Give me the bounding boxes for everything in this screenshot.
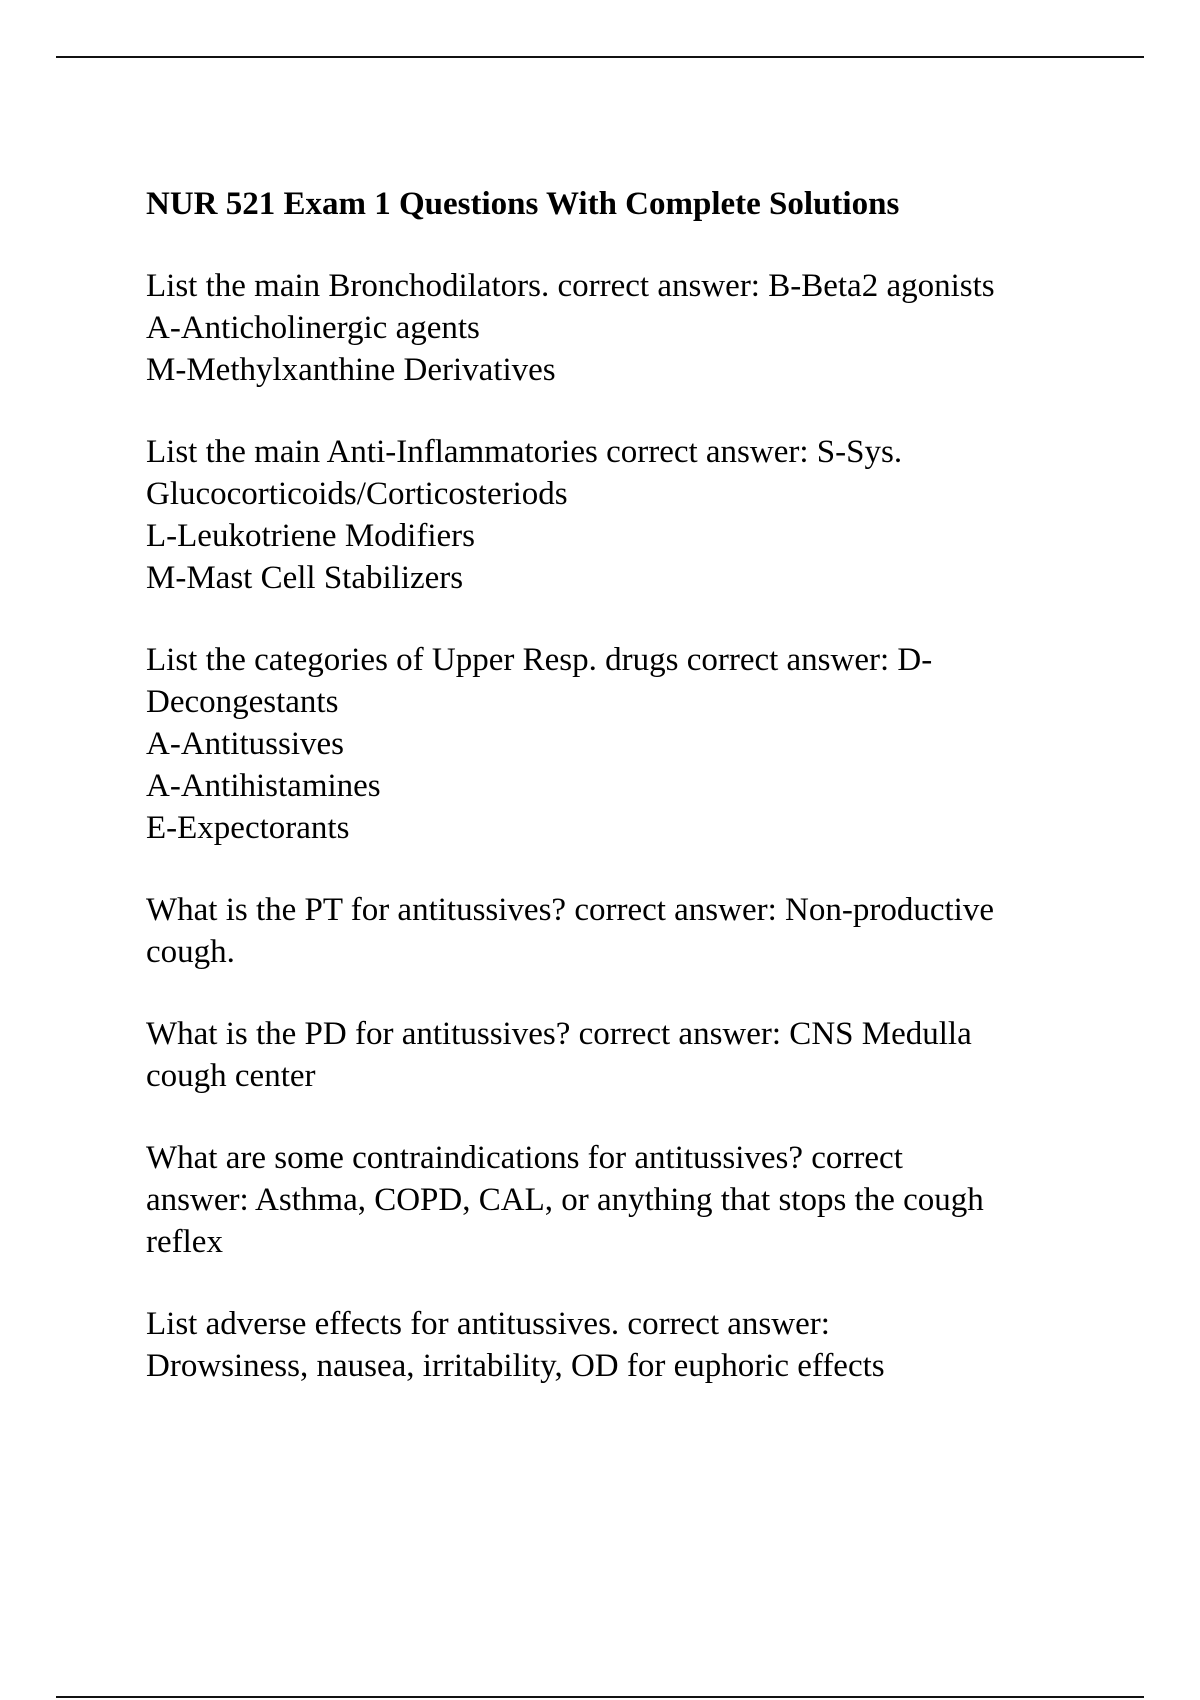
- qa-line: A-Antitussives: [146, 726, 344, 762]
- qa-line: M-Mast Cell Stabilizers: [146, 560, 464, 596]
- qa-line: M-Methylxanthine Derivatives: [146, 352, 556, 388]
- qa-line: A-Anticholinergic agents: [146, 310, 480, 346]
- qa-line: cough.: [146, 934, 235, 970]
- qa-line: List the main Anti-Inflammatories correct answer: S-Sys.: [146, 434, 903, 470]
- qa-line: L-Leukotriene Modifiers: [146, 518, 475, 554]
- qa-line: Drowsiness, nausea, irritability, OD for euphoric effects: [146, 1348, 885, 1384]
- qa-item-4: [146, 889, 1106, 973]
- bottom-rule: [56, 1696, 1144, 1698]
- document-content: [146, 183, 1106, 1427]
- qa-line: What is the PT for antitussives? correct answer: Non-productive: [146, 892, 994, 928]
- qa-line: A-Antihistamines: [146, 768, 381, 804]
- qa-line: List the main Bronchodilators. correct answer: B-Beta2 agonists: [146, 268, 995, 304]
- qa-item-2: [146, 431, 1106, 599]
- qa-line: E-Expectorants: [146, 810, 350, 846]
- qa-item-7: [146, 1303, 1106, 1387]
- top-rule: [56, 56, 1144, 58]
- qa-line: What are some contraindications for antitussives? correct: [146, 1140, 903, 1176]
- document-title: NUR 521 Exam 1 Questions With Complete Solutions: [146, 186, 900, 222]
- qa-line: cough center: [146, 1058, 316, 1094]
- qa-item-5: [146, 1013, 1106, 1097]
- qa-line: List the categories of Upper Resp. drugs correct answer: D-: [146, 642, 933, 678]
- qa-line: List adverse effects for antitussives. correct answer:: [146, 1306, 830, 1342]
- qa-line: reflex: [146, 1224, 223, 1260]
- qa-item-1: [146, 265, 1106, 391]
- qa-line: What is the PD for antitussives? correct answer: CNS Medulla: [146, 1016, 972, 1052]
- qa-line: answer: Asthma, COPD, CAL, or anything that stops the cough: [146, 1182, 984, 1218]
- qa-item-3: [146, 639, 1106, 849]
- qa-line: Glucocorticoids/Corticosteriods: [146, 476, 568, 512]
- qa-line: Decongestants: [146, 684, 339, 720]
- qa-item-6: [146, 1137, 1106, 1263]
